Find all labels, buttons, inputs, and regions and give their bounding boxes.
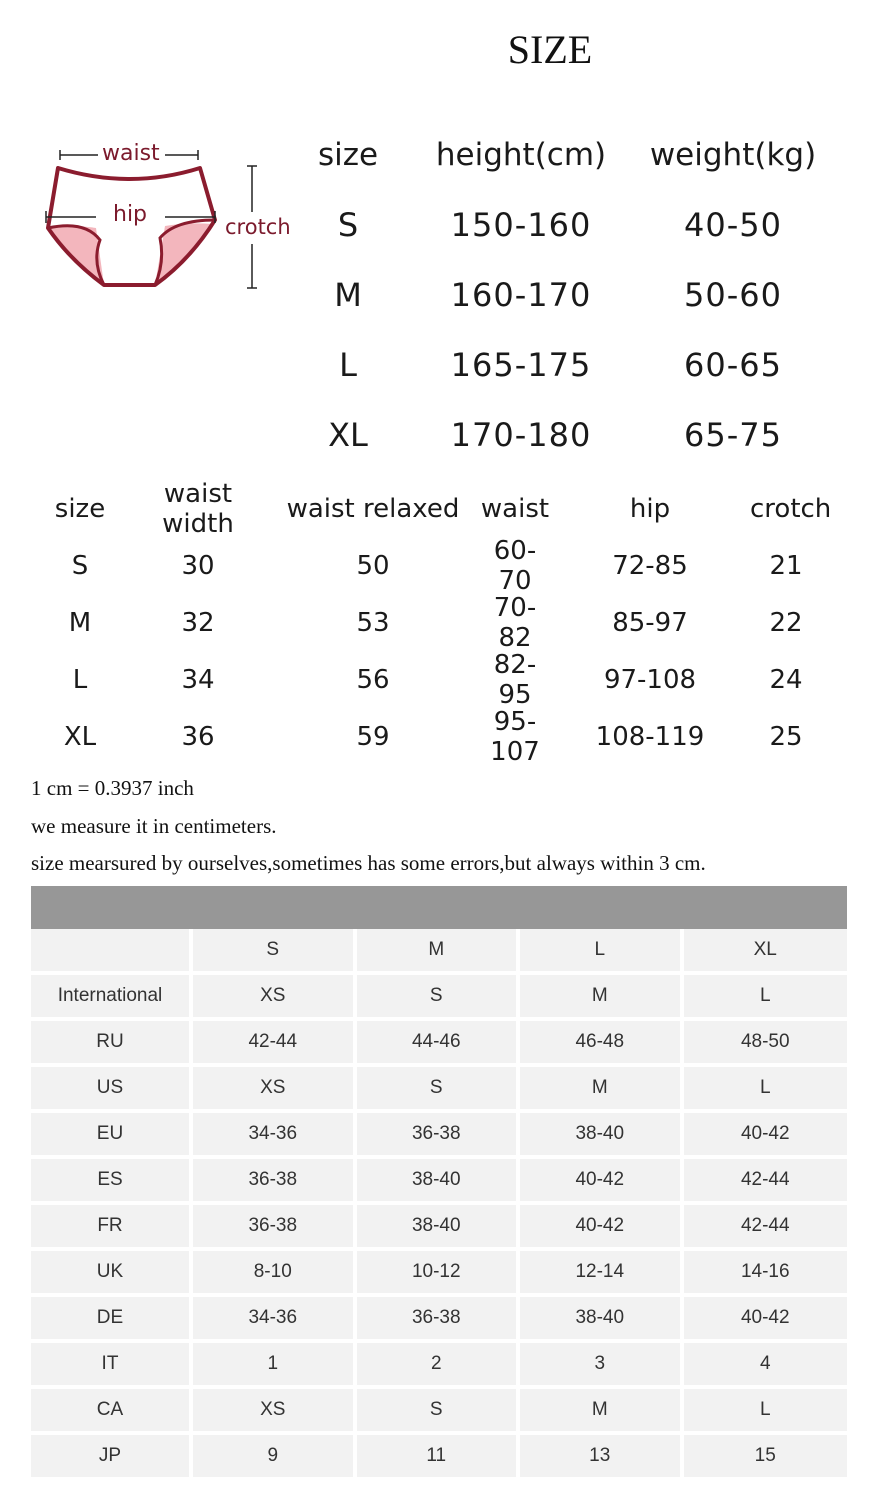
header-cell: crotch — [750, 493, 832, 524]
table-cell: 56 — [356, 664, 390, 695]
table-cell: 42-44 — [193, 1021, 357, 1067]
table-cell: 72-85 — [612, 550, 688, 581]
table-cell: XS — [193, 975, 357, 1021]
table-cell: S — [357, 1389, 521, 1435]
region-label-cell: DE — [31, 1297, 193, 1343]
table-row — [30, 537, 840, 594]
table-cell: 82-95 — [493, 649, 537, 710]
table-cell: 25 — [769, 721, 803, 752]
table-cell: XL — [63, 721, 97, 752]
table-row — [30, 708, 840, 765]
table-cell: L — [339, 346, 357, 384]
table-cell: 21 — [769, 550, 803, 581]
table-cell: S — [193, 929, 357, 975]
table-cell: 108-119 — [595, 721, 705, 752]
table-cell: 95-107 — [490, 706, 540, 767]
table-cell: 11 — [357, 1435, 521, 1481]
table-cell: 24 — [769, 664, 803, 695]
table-cell: 70-82 — [493, 592, 537, 653]
table-row — [31, 1297, 847, 1343]
table-cell: 4 — [684, 1343, 848, 1389]
note-line: we measure it in centimeters. — [31, 813, 277, 838]
table-cell: 30 — [181, 550, 215, 581]
table-cell: 65-75 — [684, 416, 782, 454]
table-cell: M — [520, 1389, 684, 1435]
table-cell: M — [520, 1067, 684, 1113]
table-cell: XS — [193, 1067, 357, 1113]
table-cell: 40-42 — [684, 1297, 848, 1343]
waist-label: waist — [102, 141, 160, 166]
table-cell: XS — [193, 1389, 357, 1435]
table-cell: 36 — [181, 721, 215, 752]
table-cell: 38-40 — [357, 1205, 521, 1251]
region-label-cell: RU — [31, 1021, 193, 1067]
table-cell: M — [520, 975, 684, 1021]
table-cell: 36-38 — [357, 1113, 521, 1159]
table-row — [31, 1343, 847, 1389]
region-label-cell: US — [31, 1067, 193, 1113]
table-cell: 38-40 — [520, 1113, 684, 1159]
table-cell: 44-46 — [357, 1021, 521, 1067]
table-cell: 9 — [193, 1435, 357, 1481]
table-row — [300, 190, 840, 260]
table-cell: S — [71, 550, 89, 581]
table-cell: 48-50 — [684, 1021, 848, 1067]
note-line: size mearsured by ourselves,sometimes has some errors,but always within 3 cm. — [31, 851, 706, 875]
table-row — [30, 651, 840, 708]
header-cell: hip — [629, 493, 671, 524]
page-title: SIZE — [507, 27, 593, 72]
header-cell: waist relaxed — [286, 493, 460, 524]
table-cell: 59 — [356, 721, 390, 752]
header-cell: size — [317, 137, 379, 173]
table-cell: 12-14 — [520, 1251, 684, 1297]
table-row — [31, 1389, 847, 1435]
table-cell: L — [684, 1389, 848, 1435]
conversion-rows — [31, 929, 847, 1481]
region-label-cell: EU — [31, 1113, 193, 1159]
header-cell: weight(kg) — [649, 137, 817, 173]
crotch-label: crotch — [225, 215, 291, 239]
table-header-row — [300, 120, 840, 190]
table-cell: 13 — [520, 1435, 684, 1481]
table-cell: 40-42 — [520, 1159, 684, 1205]
garment-diagram — [0, 120, 300, 310]
table-cell: S — [337, 206, 359, 244]
region-label-cell: CA — [31, 1389, 193, 1435]
table-cell: 14-16 — [684, 1251, 848, 1297]
region-label-cell: IT — [31, 1343, 193, 1389]
table-cell: XL — [328, 416, 368, 454]
table-row — [300, 330, 840, 400]
table-cell: 1 — [193, 1343, 357, 1389]
table-row — [30, 594, 840, 651]
table-header-bar — [31, 886, 847, 929]
table-cell: 165-175 — [450, 346, 592, 384]
table-cell: 170-180 — [450, 416, 592, 454]
table-row — [300, 400, 840, 470]
table-cell: L — [520, 929, 684, 975]
header-cell: height(cm) — [435, 137, 607, 173]
table-cell: 34-36 — [193, 1113, 357, 1159]
table-cell: 85-97 — [612, 607, 688, 638]
table-cell: 53 — [356, 607, 390, 638]
table-cell: 40-42 — [520, 1205, 684, 1251]
table-cell: 60-65 — [684, 346, 782, 384]
table-cell: M — [334, 276, 362, 314]
table-cell: 36-38 — [357, 1297, 521, 1343]
table-cell: 50 — [356, 550, 390, 581]
table-cell: 34-36 — [193, 1297, 357, 1343]
measurement-table — [30, 480, 840, 765]
table-row — [31, 1021, 847, 1067]
region-label-cell: International — [31, 975, 193, 1021]
table-row — [31, 1251, 847, 1297]
table-cell: L — [684, 1067, 848, 1113]
table-cell: M — [357, 929, 521, 975]
table-cell: 32 — [181, 607, 215, 638]
region-label-cell — [31, 929, 193, 975]
table-cell: 2 — [357, 1343, 521, 1389]
region-label-cell: UK — [31, 1251, 193, 1297]
hip-label: hip — [113, 202, 148, 227]
table-cell: 38-40 — [520, 1297, 684, 1343]
table-cell: S — [357, 975, 521, 1021]
table-row — [31, 1435, 847, 1481]
table-cell: 15 — [684, 1435, 848, 1481]
table-cell: 3 — [520, 1343, 684, 1389]
size-height-weight-table — [300, 120, 840, 470]
size-conversion-table — [31, 886, 847, 1481]
region-label-cell: JP — [31, 1435, 193, 1481]
table-cell: L — [684, 975, 848, 1021]
table-row — [31, 975, 847, 1021]
table-row — [31, 1159, 847, 1205]
table-cell: 38-40 — [357, 1159, 521, 1205]
table-cell: 36-38 — [193, 1205, 357, 1251]
header-cell: size — [54, 493, 106, 524]
table-cell: 50-60 — [684, 276, 782, 314]
region-label-cell: FR — [31, 1205, 193, 1251]
table-cell: 34 — [181, 664, 215, 695]
region-label-cell: ES — [31, 1159, 193, 1205]
table-row — [31, 1205, 847, 1251]
table-cell: XL — [684, 929, 848, 975]
table-cell: 40-50 — [684, 206, 782, 244]
table-cell: 22 — [769, 607, 803, 638]
table-cell: M — [68, 607, 92, 638]
table-cell: 160-170 — [450, 276, 592, 314]
table-row — [31, 1067, 847, 1113]
table-cell: 97-108 — [603, 664, 697, 695]
table-cell: 36-38 — [193, 1159, 357, 1205]
table-header-row — [30, 480, 840, 537]
table-row — [300, 260, 840, 330]
table-cell: 42-44 — [684, 1205, 848, 1251]
table-cell: 42-44 — [684, 1159, 848, 1205]
table-cell: 40-42 — [684, 1113, 848, 1159]
note-line: 1 cm = 0.3937 inch — [31, 776, 194, 800]
header-cell: waist — [480, 493, 550, 524]
table-cell: L — [72, 664, 88, 695]
table-cell: S — [357, 1067, 521, 1113]
table-cell: 10-12 — [357, 1251, 521, 1297]
table-cell: 46-48 — [520, 1021, 684, 1067]
table-cell: 60-70 — [493, 535, 537, 596]
table-header-row — [31, 929, 847, 975]
table-row — [31, 1113, 847, 1159]
table-cell: 8-10 — [193, 1251, 357, 1297]
measurement-notes — [31, 770, 706, 883]
table-cell: 150-160 — [450, 206, 592, 244]
header-cell: waist width — [162, 478, 234, 539]
